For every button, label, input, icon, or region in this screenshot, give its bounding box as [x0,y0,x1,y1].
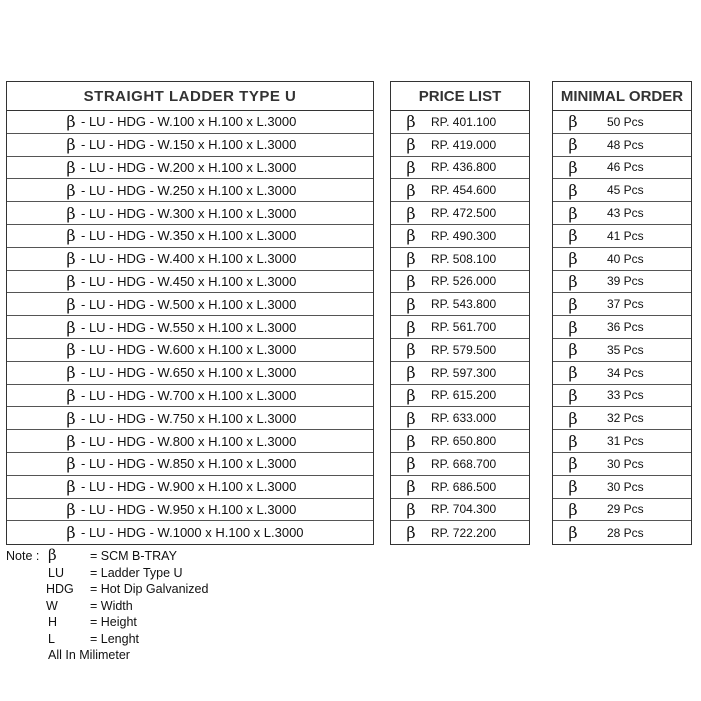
table-row [553,407,691,430]
beta-symbol: β [568,385,578,405]
beta-symbol: β [66,294,76,314]
beta-symbol: β [406,317,416,337]
note-value: = Lenght [90,631,140,646]
item-cell: - LU - HDG - W.250 x H.100 x L.3000 [81,182,297,198]
table-row [7,362,373,385]
table-row [391,134,529,157]
table-row [7,453,373,476]
beta-symbol: β [568,271,578,291]
item-cell: - LU - HDG - W.600 x H.100 x L.3000 [81,342,297,358]
table-row [391,385,529,408]
min_order-cell: 50 Pcs [607,114,644,129]
min-order-table [552,81,692,545]
beta-symbol: β [66,363,76,383]
price-cell: RP. 597.300 [431,365,497,380]
item-cell: - LU - HDG - W.500 x H.100 x L.3000 [81,296,297,312]
price-cell: RP. 490.300 [431,228,497,243]
table-row [391,248,529,271]
table-row [7,248,373,271]
beta-symbol: β [568,431,578,451]
beta-symbol: β [568,477,578,497]
table-row [553,362,691,385]
table-row [7,225,373,248]
table-row [553,499,691,522]
table-row [7,111,373,134]
note-line [6,598,208,615]
note-footer: All In Milimeter [48,648,130,662]
product-table [6,81,374,545]
beta-symbol: β [66,431,76,451]
note-key: HDG [46,582,74,596]
beta-symbol: β [66,226,76,246]
beta-symbol: β [568,135,578,155]
beta-symbol: β [66,385,76,405]
price-cell: RP. 419.000 [431,137,497,152]
item-cell: - LU - HDG - W.350 x H.100 x L.3000 [81,228,297,244]
min_order-cell: 30 Pcs [607,479,644,494]
table-row [553,316,691,339]
table-row [553,225,691,248]
item-cell: - LU - HDG - W.750 x H.100 x L.3000 [81,410,297,426]
note-key: H [48,615,58,629]
beta-symbol: β [66,112,76,132]
table-row [7,430,373,453]
min_order-cell: 39 Pcs [607,274,644,289]
beta-symbol: β [406,431,416,451]
min_order-cell: 37 Pcs [607,297,644,312]
table-row [553,111,691,134]
beta-symbol: β [406,135,416,155]
note-value: = SCM B-TRAY [90,549,177,563]
beta-symbol: β [66,249,76,269]
note-lines [6,547,208,647]
table-row [391,476,529,499]
item-cell: - LU - HDG - W.900 x H.100 x L.3000 [81,479,297,495]
item-cell: - LU - HDG - W.950 x H.100 x L.3000 [81,501,297,517]
table-row [553,179,691,202]
note-line [6,565,208,582]
beta-symbol: β [66,135,76,155]
beta-symbol: β [406,454,416,474]
min_order-cell: 29 Pcs [607,502,644,517]
table-row [553,271,691,294]
item-cell: - LU - HDG - W.300 x H.100 x L.3000 [81,205,297,221]
price-cell: RP. 526.000 [431,274,497,289]
beta-symbol: β [406,226,416,246]
table-row [391,499,529,522]
price-cell: RP. 561.700 [431,320,497,335]
table-row [7,407,373,430]
table-row [391,362,529,385]
item-cell: - LU - HDG - W.850 x H.100 x L.3000 [81,456,297,472]
beta-symbol: β [568,408,578,428]
table-row [553,248,691,271]
min_order-cell: 43 Pcs [607,206,644,221]
table-row [7,271,373,294]
beta-symbol: β [66,523,76,543]
beta-symbol: β [66,499,76,519]
table-row [553,521,691,544]
price-cell: RP. 686.500 [431,479,497,494]
min_order-cell: 31 Pcs [607,434,644,449]
min_order-cell: 30 Pcs [607,456,644,471]
beta-symbol: β [406,294,416,314]
min_order-cell: 46 Pcs [607,160,644,175]
min_order-cell: 32 Pcs [607,411,644,426]
table-row [391,271,529,294]
table-row [7,385,373,408]
beta-symbol: β [406,499,416,519]
min_order-cell: 36 Pcs [607,320,644,335]
beta-symbol: β [66,157,76,177]
item-cell: - LU - HDG - W.800 x H.100 x L.3000 [81,433,297,449]
table-row [391,430,529,453]
product-table-header: STRAIGHT LADDER TYPE U [7,82,373,111]
min_order-cell: 41 Pcs [607,228,644,243]
beta-symbol: β [406,180,416,200]
item-cell: - LU - HDG - W.700 x H.100 x L.3000 [81,387,297,403]
table-row [7,499,373,522]
beta-symbol: β [66,317,76,337]
beta-symbol: β [406,112,416,132]
min_order-cell: 34 Pcs [607,365,644,380]
min_order-cell: 28 Pcs [607,525,644,540]
table-row [553,157,691,180]
beta-symbol: β [406,340,416,360]
beta-symbol: β [568,294,578,314]
min-order-rows [553,111,691,544]
min_order-cell: 48 Pcs [607,137,644,152]
beta-symbol: β [406,523,416,543]
note-key: LU [48,565,64,580]
table-row [391,179,529,202]
beta-symbol: β [568,226,578,246]
min_order-cell: 45 Pcs [607,183,644,198]
table-row [391,521,529,544]
price-cell: RP. 543.800 [431,297,497,312]
table-row [391,339,529,362]
note-value: = Height [90,615,137,629]
table-row [7,157,373,180]
beta-symbol: β [406,157,416,177]
table-row [553,453,691,476]
note-line [6,631,208,648]
min_order-cell: 33 Pcs [607,388,644,403]
table-row [7,202,373,225]
table-row [7,339,373,362]
beta-symbol: β [568,499,578,519]
note-line [6,547,208,565]
table-row [553,134,691,157]
price-cell: RP. 615.200 [431,388,497,403]
beta-symbol: β [66,454,76,474]
beta-symbol: β [568,112,578,132]
table-row [391,157,529,180]
table-row [553,202,691,225]
table-row [391,407,529,430]
price-table-header: PRICE LIST [391,82,529,111]
item-cell: - LU - HDG - W.200 x H.100 x L.3000 [81,159,297,175]
item-cell: - LU - HDG - W.1000 x H.100 x L.3000 [81,525,304,541]
table-row [391,453,529,476]
item-cell: - LU - HDG - W.650 x H.100 x L.3000 [81,365,297,381]
beta-symbol: β [406,249,416,269]
product-rows [7,111,373,544]
note-section [6,547,208,664]
table-row [391,293,529,316]
price-cell: RP. 454.600 [431,183,497,198]
note-key: W [46,598,58,613]
beta-symbol: β [66,203,76,223]
beta-symbol: β [66,408,76,428]
note-value: = Hot Dip Galvanized [90,582,209,596]
price-cell: RP. 472.500 [431,206,497,221]
beta-symbol: β [66,180,76,200]
beta-symbol: β [568,157,578,177]
price-rows [391,111,529,544]
min_order-cell: 35 Pcs [607,342,644,357]
beta-symbol: β [66,271,76,291]
beta-symbol: β [406,271,416,291]
beta-symbol: β [406,408,416,428]
beta-symbol: β [568,317,578,337]
beta-symbol: β [568,180,578,200]
table-row [553,430,691,453]
note-label: Note : [6,549,40,563]
beta-symbol: β [406,385,416,405]
price-cell: RP. 436.800 [431,160,497,175]
price-table [390,81,530,545]
beta-symbol: β [568,203,578,223]
item-cell: - LU - HDG - W.550 x H.100 x L.3000 [81,319,297,335]
table-row [7,179,373,202]
table-row [553,476,691,499]
beta-symbol: β [66,340,76,360]
note-value: = Width [90,598,133,613]
price-cell: RP. 508.100 [431,251,497,266]
table-row [553,293,691,316]
price-cell: RP. 401.100 [431,114,497,129]
price-cell: RP. 579.500 [431,342,497,357]
table-row [7,293,373,316]
table-row [7,476,373,499]
note-key: β [48,546,57,564]
beta-symbol: β [406,363,416,383]
item-cell: - LU - HDG - W.150 x H.100 x L.3000 [81,137,297,153]
beta-symbol: β [568,454,578,474]
beta-symbol: β [568,249,578,269]
table-row [7,521,373,544]
table-row [7,134,373,157]
price-cell: RP. 633.000 [431,411,497,426]
item-cell: - LU - HDG - W.400 x H.100 x L.3000 [81,251,297,267]
note-value: = Ladder Type U [90,565,183,580]
beta-symbol: β [568,340,578,360]
note-line [6,614,208,631]
price-cell: RP. 704.300 [431,502,497,517]
table-row [391,111,529,134]
price-cell: RP. 722.200 [431,525,497,540]
table-row [391,316,529,339]
table-row [391,225,529,248]
note-line [6,581,208,598]
note-key: L [48,631,55,646]
item-cell: - LU - HDG - W.450 x H.100 x L.3000 [81,273,297,289]
beta-symbol: β [568,523,578,543]
min-order-table-header: MINIMAL ORDER [553,82,691,111]
table-row [553,385,691,408]
beta-symbol: β [568,363,578,383]
table-row [7,316,373,339]
price-cell: RP. 668.700 [431,456,497,471]
table-row [553,339,691,362]
min_order-cell: 40 Pcs [607,251,644,266]
beta-symbol: β [406,203,416,223]
beta-symbol: β [66,477,76,497]
item-cell: - LU - HDG - W.100 x H.100 x L.3000 [81,114,297,130]
price-cell: RP. 650.800 [431,434,497,449]
table-row [391,202,529,225]
beta-symbol: β [406,477,416,497]
